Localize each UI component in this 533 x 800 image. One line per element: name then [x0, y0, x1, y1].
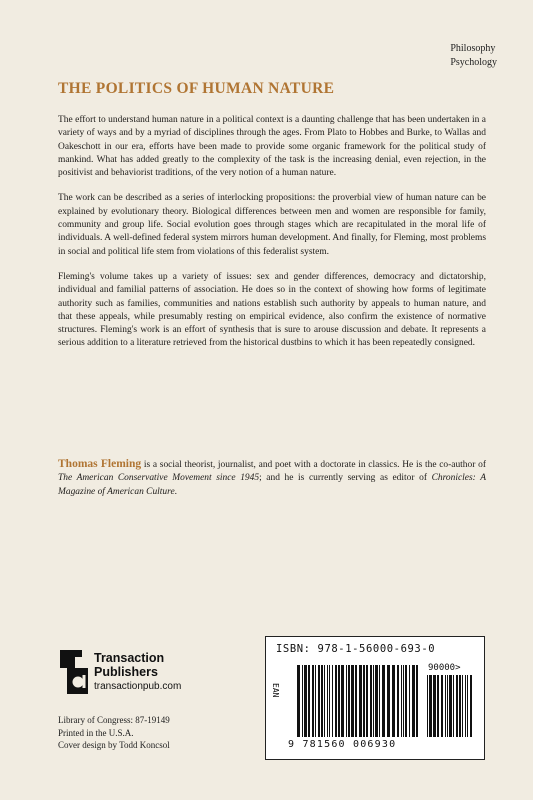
barcode-addon-icon [426, 675, 476, 737]
book-title: THE POLITICS OF HUMAN NATURE [58, 80, 335, 97]
blurb-paragraph-2: The work can be described as a series of interlocking propositions: the proverbial view of human nature can be explained by evolutionary theory. Biological differences between men and women are responsible for family, community and group life. Social evolution goes through stages which are recapitulated in the moral life of individuals. A well-defined federal system mirrors human development. And finally, for Fleming, most problems in social and political life stem from violations of this federalist system. [58, 193, 486, 257]
barcode-digits: 9 781560 006930 [288, 739, 397, 750]
bio-text-2: ; and he is currently serving as editor of [259, 473, 432, 484]
subject-philosophy: Philosophy [450, 43, 496, 54]
library-of-congress: Library of Congress: 87-19149 [58, 715, 170, 725]
book-title-1: The American Conservative Movement since 1945 [58, 473, 260, 484]
barcode-panel [265, 636, 485, 760]
blurb-paragraph-1: The effort to understand human nature in a political context is a daunting challenge that has been undertaken in a variety of ways and by a myriad of disciplines through the ages. From Plato to Hobbes and Burke, to Wallas and Oakeschott in our era, efforts have been made to provide some organic framework for the political study of mankind. What has added greatly to the complexity of the task is the increasing denial, even rejection, in the positivist and behaviorist traditions, of the very notion of a human nature. [58, 115, 486, 179]
publisher-name [94, 651, 164, 679]
blurb [58, 114, 486, 363]
barcode-main-icon [296, 665, 420, 737]
book-title-2: Chronicles: A Magazine of American Culture [58, 473, 486, 497]
isbn-number: ISBN: 978-1-56000-693-0 [276, 643, 436, 655]
bio-text-3: . [174, 486, 178, 497]
price-code: 90000> [428, 663, 461, 673]
transaction-logo-icon [58, 648, 92, 696]
author-name: Thomas Fleming [58, 458, 142, 470]
subject-psychology: Psychology [450, 57, 497, 68]
publisher-url: transactionpub.com [94, 681, 182, 692]
author-bio [58, 458, 486, 499]
cover-design-credit: Cover design by Todd Koncsol [58, 740, 170, 750]
ean-label: EAN [271, 683, 280, 698]
publisher-name-line-2: Publishers [94, 665, 158, 679]
publisher-logo [58, 648, 228, 698]
blurb-paragraph-3: Fleming's volume takes up a variety of issues: sex and gender differences, democracy and dictatorship, individual and familial patterns of association. He does so in the context of showing how forms of legitimate authority such as families, communities and nations establish such authority by appeals to human nature, and that these appeals, while presumably resting on empirical evidence, also confirm the existence of normative structures. Fleming's work is an effort of synthesis that is sure to arouse discussion and debate. It represents a serious addition to a literature retrieved from the historical dustbins to which it has been repeatedly consigned. [58, 271, 486, 349]
subject-categories [450, 42, 497, 70]
bio-text-1: is a social theorist, journalist, and poet with a doctorate in classics. He is the co-author of [141, 460, 486, 470]
printed-in: Printed in the U.S.A. [58, 727, 134, 738]
publisher-name-line-1: Transaction [94, 651, 165, 665]
imprint-info [58, 714, 170, 752]
